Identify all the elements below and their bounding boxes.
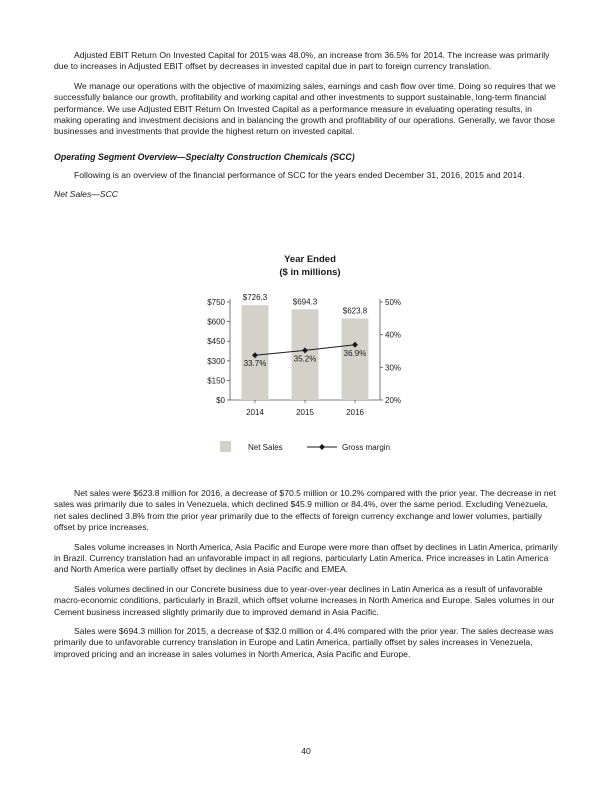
paragraph-volume: Sales volume increases in North America, Asia Pacific and Europe were more than offset by declines in Latin America, primarily in Brazil. Currency translation had an unfavorable impact in all regions, particularly Latin America. Price increases in Latin America and North America were partially offset by declines in Asia Pacific and EMEA. <box>54 541 558 575</box>
paragraph-concrete-cement: Sales volumes declined in our Concrete business due to year-over-year declines in Latin America as a result of unfavorable macro-economic conditions, particularly in Brazil, which offset volume increases in North America and Europe. Sales volumes in our Cement business increased slightly primarily due to improved demand in Asia Pacific. <box>54 583 555 617</box>
chart-subtitle: ($ in millions) <box>279 267 341 278</box>
gross-margin-data-label: 33.7% <box>243 359 267 369</box>
net-sales-chart <box>180 250 440 470</box>
net-sales-bar <box>342 318 369 400</box>
paragraph-2016-sales: Net sales were $623.8 million for 2016, a decrease of $70.5 million or 10.2% compared with the prior year. The decrease in net sales was primarily due to sales in Venezuela, which declined $45.9 million or 84.4%, over the same period. Excluding Venezuela, net sales declined 3.8% from the prior year primarily due to the effects of foreign currency exchange and lower volumes, partially offset by price increases. <box>54 488 556 533</box>
y-right-tick-label: 30% <box>385 363 402 373</box>
page-body <box>54 50 558 199</box>
chart-title: Year Ended <box>284 254 336 265</box>
y-left-tick-label: $0 <box>216 396 225 405</box>
net-sales-data-label: $694.3 <box>292 297 318 307</box>
y-right-tick-label: 50% <box>385 298 402 307</box>
legend-gross-margin-label: Gross margin <box>342 443 391 452</box>
net-sales-data-label: $726.3 <box>242 293 268 303</box>
y-left-tick-label: $600 <box>207 317 225 327</box>
y-right-tick-label: 40% <box>385 330 402 340</box>
y-left-tick-label: $450 <box>207 337 225 347</box>
paragraph-roic: Adjusted EBIT Return On Invested Capital for 2015 was 48.0%, an increase from 36.5% for 2014. The increase was primarily due to increases in Adjusted EBIT offset by decreases in invested capital due in part to foreign currency translation. <box>54 50 550 72</box>
y-left-tick-label: $300 <box>207 356 225 366</box>
legend-gross-margin-marker <box>319 444 325 450</box>
chart-canvas <box>180 250 440 470</box>
x-tick-label: 2016 <box>346 408 364 417</box>
legend-net-sales-swatch <box>220 441 231 452</box>
gross-margin-data-label: 36.9% <box>343 348 367 358</box>
chart-caption: Net Sales—SCC <box>54 189 118 200</box>
discussion-block <box>54 488 558 668</box>
gross-margin-data-label: 35.2% <box>293 354 317 364</box>
paragraph-section-intro: Following is an overview of the financial performance of SCC for the years ended December 31, 2016, 2015 and 2014. <box>74 169 525 180</box>
page-number: 40 <box>301 746 311 756</box>
y-left-tick-label: $150 <box>207 376 225 386</box>
y-left-tick-label: $750 <box>207 298 225 307</box>
legend-net-sales-label: Net Sales <box>248 443 283 452</box>
y-right-tick-label: 20% <box>385 396 402 405</box>
net-sales-data-label: $623.8 <box>342 306 368 316</box>
x-tick-label: 2015 <box>296 408 314 417</box>
x-tick-label: 2014 <box>246 408 264 417</box>
section-title: Operating Segment Overview—Specialty Construction Chemicals (SCC) <box>54 151 355 162</box>
paragraph-strategy: We manage our operations with the objective of maximizing sales, earnings and cash flow over time. Doing so requires that we successfully balance our growth, profitability and working capital and other investments to support sustainable, long-term financial performance. We use Adjusted EBIT Return On Invested Capital as a performance measure in evaluating operating results, in making operating and investment decisions and in balancing the growth and profitability of our operations. Generally, we favor those businesses and investments that provide the highest return on invested capital. <box>54 80 556 137</box>
paragraph-2015-sales: Sales were $694.3 million for 2015, a decrease of $32.0 million or 4.4% compared with the prior year. The sales decrease was primarily due to unfavorable currency translation in Europe and Latin America, partially offset by sales increases in Venezuela, improved pricing and an increase in sales volumes in North America, Asia Pacific and Europe. <box>54 626 554 659</box>
